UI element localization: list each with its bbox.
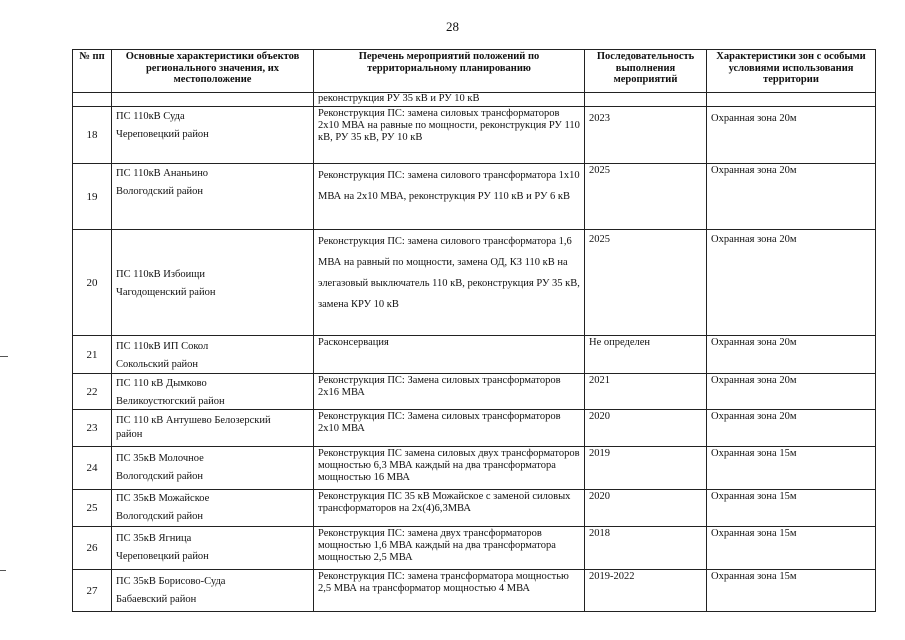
cell-year: 2025: [585, 164, 707, 230]
object-region: Череповецкий район: [116, 551, 209, 562]
cell-object: [112, 570, 314, 612]
table-row-continuation: [73, 93, 876, 107]
object-region: Вологодский район: [116, 511, 203, 522]
cell-num: 26: [73, 527, 112, 570]
object-name: ПС 110кВ Суда: [116, 111, 185, 122]
object-region: Череповецкий район: [116, 129, 209, 140]
cell-measure: [314, 164, 585, 230]
margin-mark: [0, 570, 6, 571]
cell-zone: Охранная зона 20м: [707, 374, 876, 410]
object-region: район: [116, 429, 143, 440]
cell-num: [73, 93, 112, 107]
table-row: [73, 336, 876, 374]
cell-object: [112, 336, 314, 374]
cell-year: 2019: [585, 447, 707, 490]
cell-num: 19: [73, 164, 112, 230]
cell-measure: Расконсервация: [314, 336, 585, 374]
cell-object: [112, 93, 314, 107]
measure-text: Реконструкция ПС: замена силового трансформатора 1х10 МВА на 2х10 МВА, реконструкция РУ 110 кВ и РУ 6 кВ: [318, 170, 580, 202]
table-row: [73, 447, 876, 490]
object-region: Великоустюгский район: [116, 396, 225, 407]
table-row: [73, 164, 876, 230]
object-name: ПС 110 кВ Дымково: [116, 378, 207, 389]
cell-zone: Охранная зона 20м: [707, 164, 876, 230]
cell-zone: Охранная зона 20м: [707, 230, 876, 336]
header-object: Основные характеристики объектов регионального значения, их местоположение: [112, 50, 314, 93]
cell-zone: Охранная зона 15м: [707, 570, 876, 612]
cell-zone: [707, 93, 876, 107]
cell-object: [112, 527, 314, 570]
object-name: ПС 110 кВ Антушево Белозерский: [116, 415, 271, 426]
cell-year: 2023: [585, 107, 707, 164]
page-number: 28: [446, 19, 459, 34]
margin-mark: [0, 356, 8, 357]
cell-zone: Охранная зона 20м: [707, 336, 876, 374]
cell-zone: Охранная зона 20м: [707, 410, 876, 447]
cell-measure: Реконструкция ПС замена силовых двух трансформаторов мощностью 6,3 МВА каждый на два трансформатора мощностью 16 МВА: [314, 447, 585, 490]
table-row: [73, 410, 876, 447]
cell-measure: Реконструкция ПС: Замена силовых трансформаторов 2х10 МВА: [314, 410, 585, 447]
cell-num: 20: [73, 230, 112, 336]
object-region: Бабаевский район: [116, 593, 197, 605]
cell-year: 2020: [585, 490, 707, 527]
cell-zone: Охранная зона 15м: [707, 490, 876, 527]
cell-num: 22: [73, 374, 112, 410]
header-measures: Перечень мероприятий положений по территориальному планированию: [314, 50, 585, 93]
cell-object: [112, 410, 314, 447]
cell-year: 2020: [585, 410, 707, 447]
cell-year: 2018: [585, 527, 707, 570]
cell-measure: реконструкция РУ 35 кВ и РУ 10 кВ: [314, 93, 585, 107]
cell-year: Не определен: [585, 336, 707, 374]
header-num: № пп: [73, 50, 112, 93]
cell-zone: Охранная зона 20м: [707, 107, 876, 164]
cell-num: 18: [73, 107, 112, 164]
cell-num: 23: [73, 410, 112, 447]
object-region: Вологодский район: [116, 186, 203, 197]
header-sequence: Последовательность выполнения мероприятий: [585, 50, 707, 93]
cell-num: 21: [73, 336, 112, 374]
cell-year: [585, 93, 707, 107]
cell-measure: Реконструкция ПС: замена трансформатора мощностью 2,5 МВА на трансформатор мощностью 4 МВА: [314, 570, 585, 612]
table-row: [73, 490, 876, 527]
cell-object: [112, 230, 314, 336]
object-name: ПС 110кВ Избоищи: [116, 269, 205, 280]
object-name: ПС 35кВ Ягница: [116, 533, 192, 544]
header-zones: Характеристики зон с особыми условиями использования территории: [707, 50, 876, 93]
cell-num: 25: [73, 490, 112, 527]
table-row: [73, 527, 876, 570]
cell-year: 2019-2022: [585, 570, 707, 612]
table-row: [73, 374, 876, 410]
object-region: Чагодощенский район: [116, 287, 216, 298]
object-region: Сокольский район: [116, 359, 198, 370]
cell-object: [112, 447, 314, 490]
measure-text: Реконструкция ПС: замена силового трансформатора 1,6 МВА на равный по мощности, замена ОД, КЗ 110 кВ на элегазовый выключатель 110 кВ, реконструкция РУ 35 кВ, замена КРУ 10 кВ: [318, 236, 580, 310]
object-name: ПС 110кВ Ананьино: [116, 168, 209, 179]
cell-measure: Реконструкция ПС: Замена силовых трансформаторов 2х16 МВА: [314, 374, 585, 410]
object-region: Вологодский район: [116, 471, 203, 482]
cell-measure: [314, 230, 585, 336]
object-name: ПС 35кВ Молочное: [116, 453, 204, 464]
object-name: ПС 35кВ Борисово-Суда: [116, 575, 226, 587]
table-row: [73, 107, 876, 164]
cell-measure: Реконструкция ПС 35 кВ Можайское с заменой силовых трансформаторов на 2х(4)6,3МВА: [314, 490, 585, 527]
cell-year: 2021: [585, 374, 707, 410]
cell-year: 2025: [585, 230, 707, 336]
cell-object: [112, 107, 314, 164]
cell-zone: Охранная зона 15м: [707, 447, 876, 490]
table-row: [73, 230, 876, 336]
cell-zone: Охранная зона 15м: [707, 527, 876, 570]
cell-object: [112, 374, 314, 410]
cell-measure: Реконструкция ПС: замена двух трансформаторов мощностью 1,6 МВА каждый на два трансформатора мощностью 2,5 МВА: [314, 527, 585, 570]
cell-measure: Реконструкция ПС: замена силовых трансформаторов 2х10 МВА на равные по мощности, реконструкция РУ 110 кВ, РУ 35 кВ, РУ 10 кВ: [314, 107, 585, 164]
object-name: ПС 35кВ Можайское: [116, 493, 210, 504]
cell-object: [112, 164, 314, 230]
table-row: [73, 570, 876, 612]
measures-table: [72, 49, 876, 612]
object-name: ПС 110кВ ИП Сокол: [116, 341, 209, 352]
cell-object: [112, 490, 314, 527]
cell-num: 27: [73, 570, 112, 612]
cell-num: 24: [73, 447, 112, 490]
